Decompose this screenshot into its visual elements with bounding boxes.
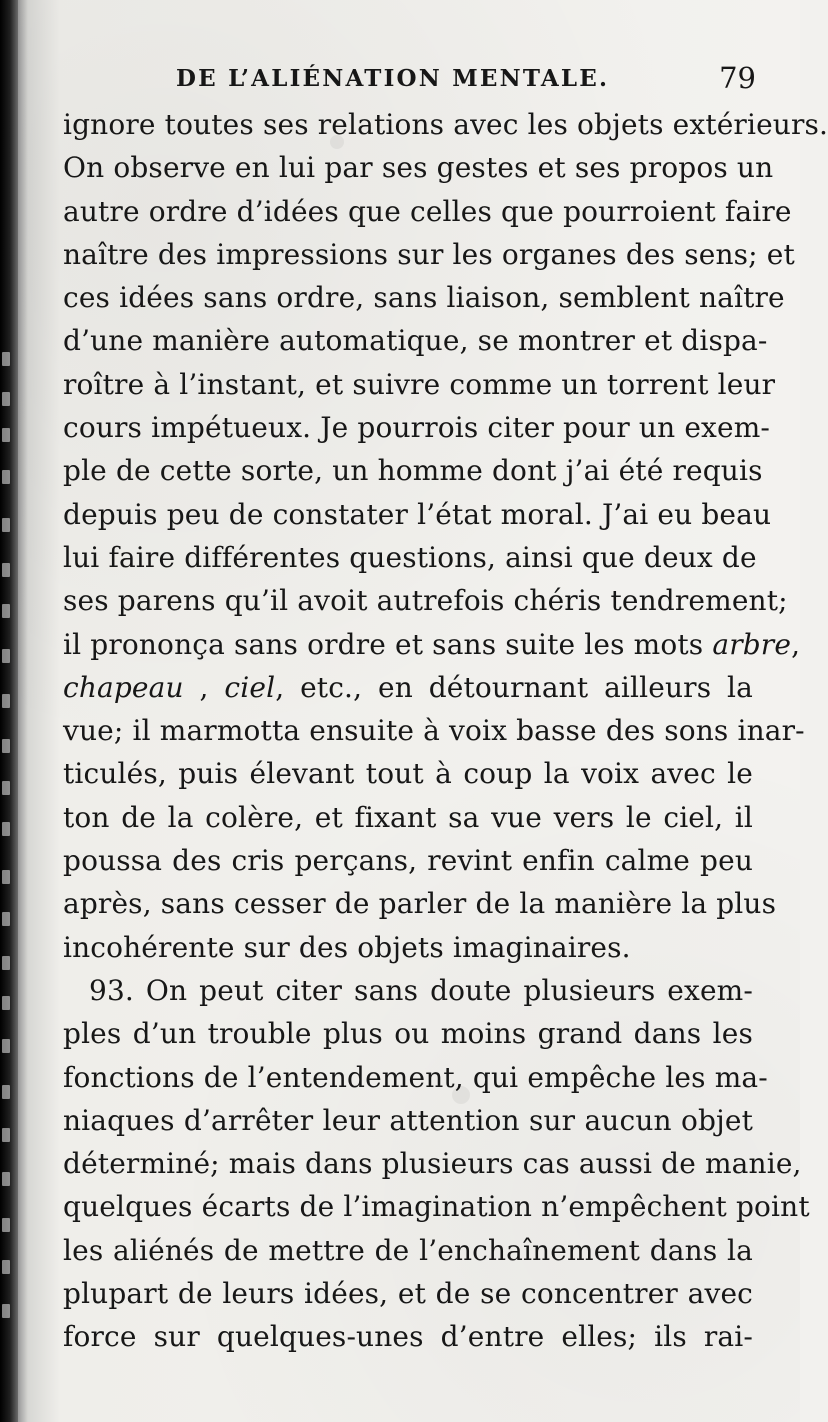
- italic-word: chapeau: [63, 670, 184, 704]
- margin-mark: [2, 470, 10, 484]
- text-line: incohérente sur des objets imaginaires.: [63, 930, 631, 964]
- text-line: force sur quelques-unes d’entre elles; ils rai-: [63, 1320, 753, 1354]
- margin-mark: [2, 1039, 10, 1053]
- left-margin-marks: [0, 0, 24, 1422]
- margin-mark: [2, 956, 10, 970]
- text-line: poussa des cris perçans, revint enfin calme peu: [63, 844, 753, 878]
- margin-mark: [2, 870, 10, 884]
- text-line: après, sans cesser de parler de la manière la plus: [63, 887, 777, 921]
- text-line: d’une manière automatique, se montrer et dispa-: [63, 324, 768, 358]
- text-line: ces idées sans ordre, sans liaison, semblent naître: [63, 281, 785, 315]
- text-line: On observe en lui par ses gestes et ses propos un: [63, 151, 774, 185]
- text-line-with-italic: [63, 666, 753, 709]
- text-line: vue; il marmotta ensuite à voix basse des sons inar-: [63, 714, 805, 748]
- margin-mark: [2, 1260, 10, 1274]
- text-line: niaques d’arrêter leur attention sur aucun objet: [63, 1103, 753, 1137]
- margin-mark: [2, 604, 10, 618]
- text-line: ses parens qu’il avoit autrefois chéris tendrement;: [63, 584, 788, 618]
- text-line: fonctions de l’entendement, qui empêche les ma-: [63, 1060, 768, 1094]
- margin-mark: [2, 352, 10, 366]
- margin-mark: [2, 781, 10, 795]
- running-title: DE L’ALIÉNATION MENTALE.: [176, 65, 610, 92]
- margin-mark: [2, 996, 10, 1010]
- margin-mark: [2, 739, 10, 753]
- text-line: les aliénés de mettre de l’enchaînement dans la: [63, 1233, 753, 1267]
- text-fragment: il prononça sans ordre et sans suite les mots: [63, 627, 713, 661]
- text-line: ple de cette sorte, un homme dont j’ai été requis: [63, 454, 763, 488]
- page-number: 79: [719, 61, 756, 95]
- margin-mark: [2, 649, 10, 663]
- body-text: [63, 103, 828, 1359]
- margin-mark: [2, 518, 10, 532]
- text-line: naître des impressions sur les organes des sens; et: [63, 237, 795, 271]
- text-fragment: , etc., en détournant ailleurs la: [275, 670, 753, 704]
- margin-mark: [2, 1085, 10, 1099]
- margin-mark: [2, 1218, 10, 1232]
- margin-mark: [2, 428, 10, 442]
- margin-mark: [2, 392, 10, 406]
- margin-mark: [2, 822, 10, 836]
- margin-mark: [2, 1172, 10, 1186]
- text-fragment: ,: [183, 670, 225, 704]
- text-line: ticulés, puis élevant tout à coup la voix avec le: [63, 757, 753, 791]
- text-line: 93. On peut citer sans doute plusieurs exem-: [89, 973, 753, 1007]
- text-line: ignore toutes ses relations avec les objets extérieurs.: [63, 108, 828, 141]
- text-line: quelques écarts de l’imagination n’empêchent point: [63, 1190, 810, 1224]
- text-line: plupart de leurs idées, et de se concentrer avec: [63, 1277, 753, 1311]
- page-header: [176, 61, 756, 101]
- italic-word: ciel: [224, 670, 276, 704]
- text-line: depuis peu de constater l’état moral. J’ai eu beau: [63, 497, 772, 531]
- text-line: autre ordre d’idées que celles que pourroient faire: [63, 194, 792, 228]
- margin-mark: [2, 563, 10, 577]
- text-line: déterminé; mais dans plusieurs cas aussi de manie,: [63, 1147, 802, 1181]
- text-line-with-italic: [63, 623, 801, 666]
- margin-mark: [2, 694, 10, 708]
- margin-mark: [2, 1128, 10, 1142]
- text-line: ton de la colère, et fixant sa vue vers le ciel, il: [63, 800, 753, 834]
- text-line: cours impétueux. Je pourrois citer pour un exem-: [63, 411, 771, 445]
- text-line: lui faire différentes questions, ainsi que deux de: [63, 540, 757, 574]
- margin-mark: [2, 1304, 10, 1318]
- italic-word: arbre: [712, 627, 792, 661]
- text-fragment: ,: [791, 627, 801, 661]
- margin-mark: [2, 912, 10, 926]
- text-line: ples d’un trouble plus ou moins grand dans les: [63, 1017, 753, 1051]
- text-line: roître à l’instant, et suivre comme un torrent leur: [63, 367, 776, 401]
